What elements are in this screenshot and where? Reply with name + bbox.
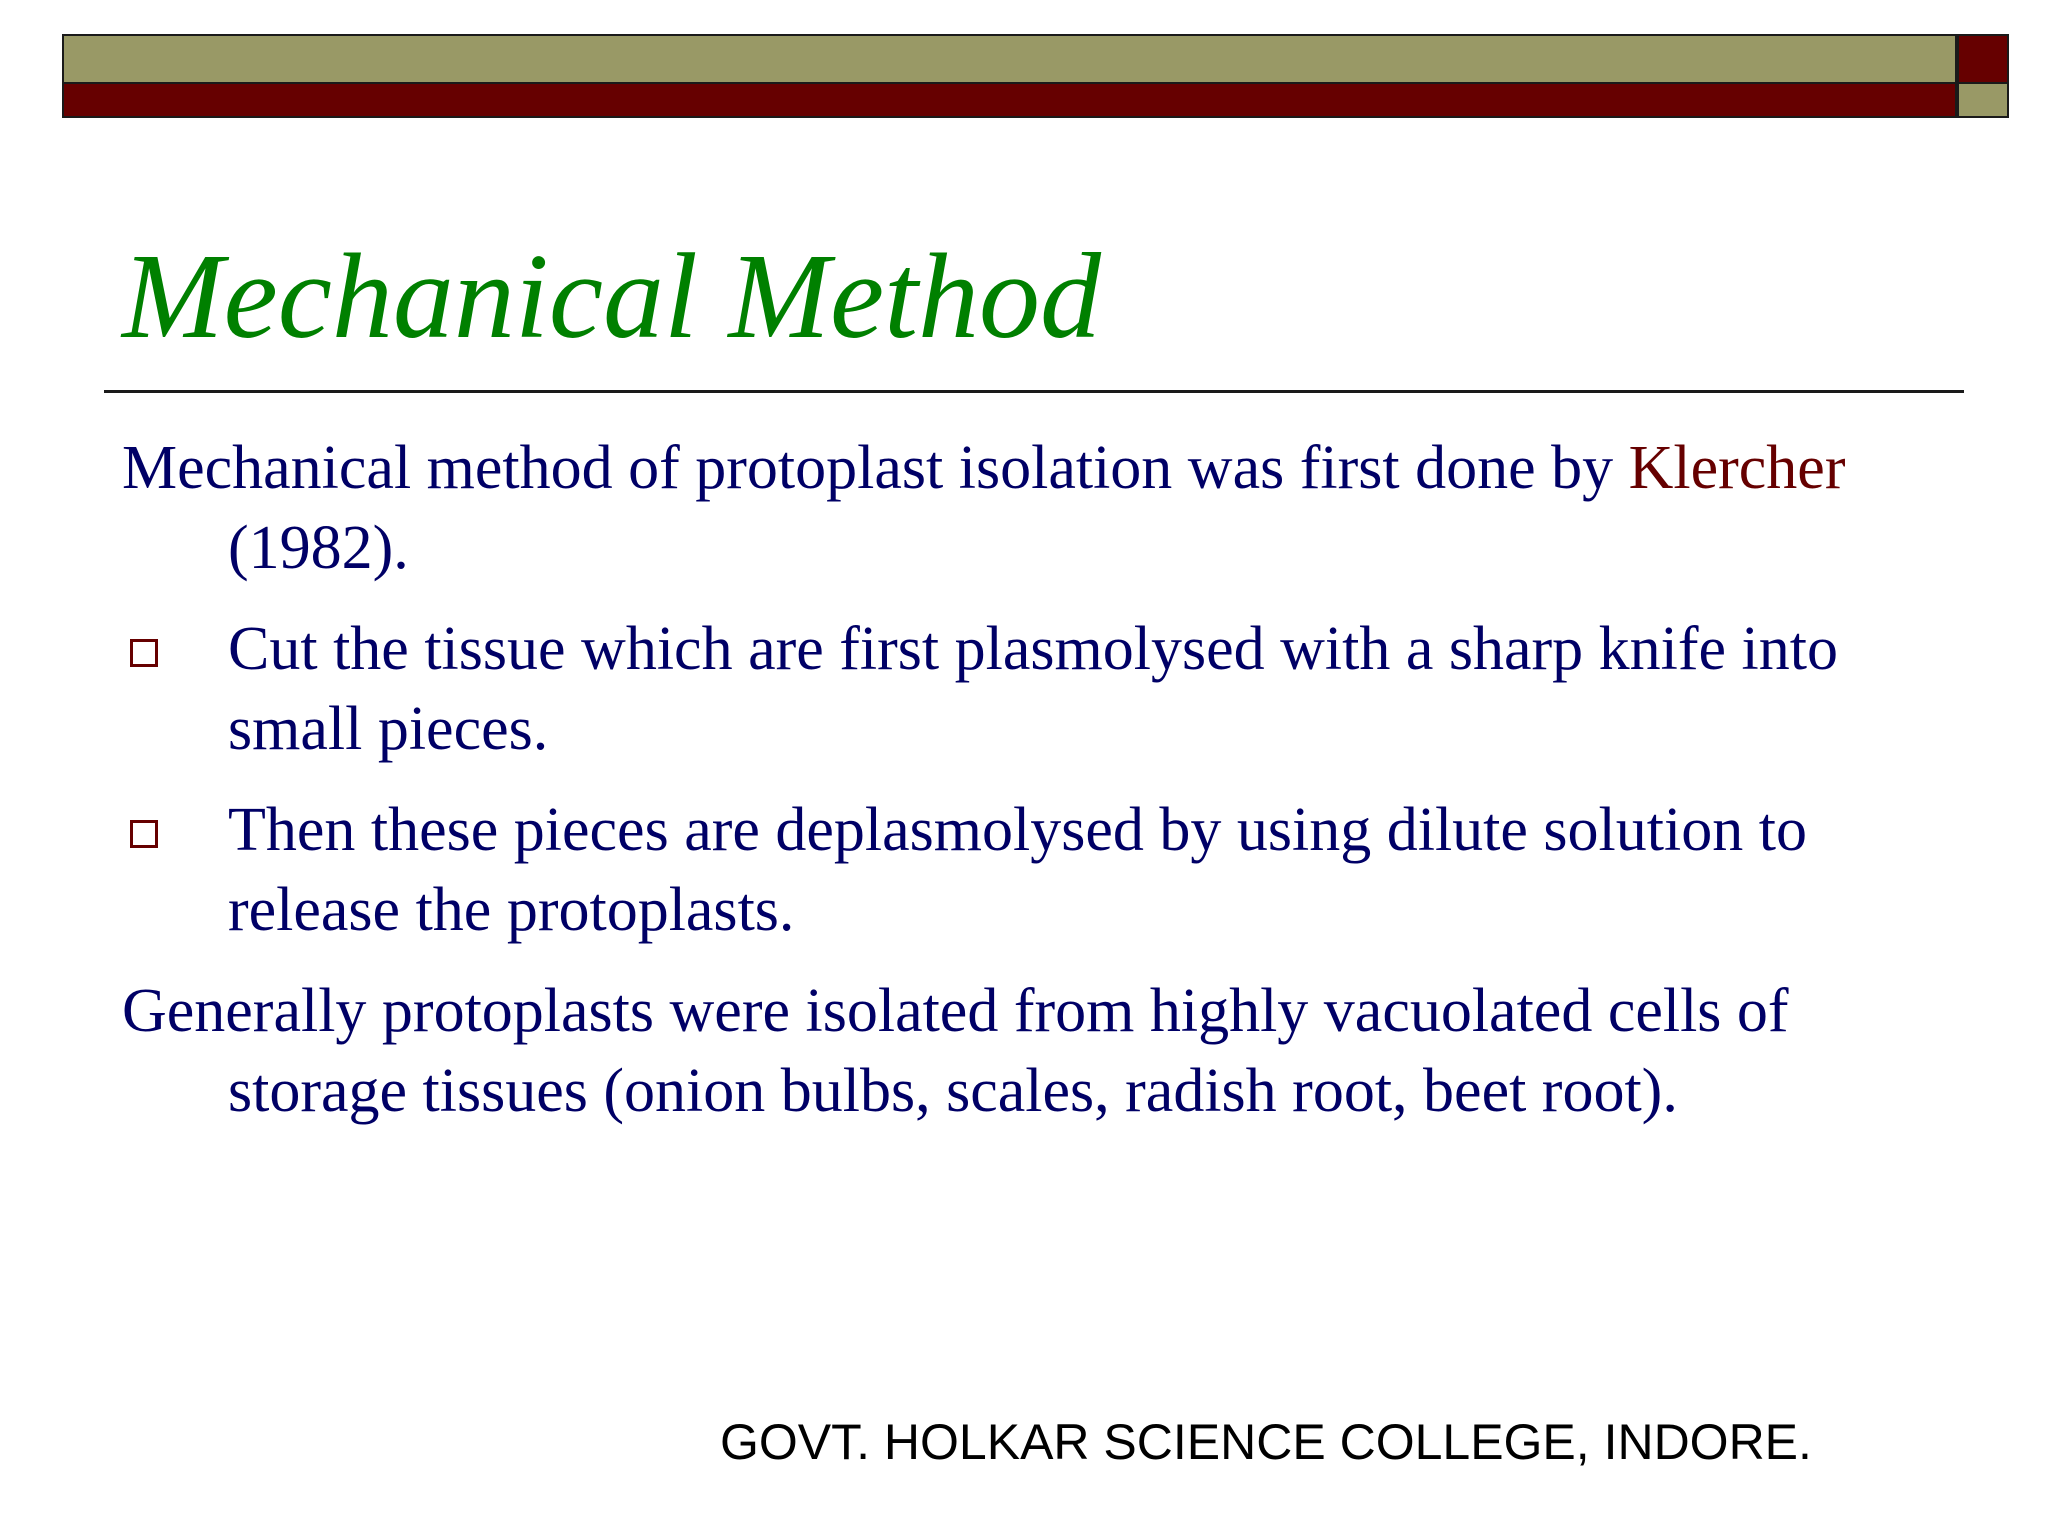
closing-paragraph: Generally protoplasts were isolated from highly vacuolated cells of storage tissues (onion bulbs, scales, radish root, beet root). <box>122 977 1789 1125</box>
intro-author-name: Klercher <box>1628 434 1846 502</box>
header-bar-red <box>62 84 1957 118</box>
bullet-item <box>122 790 1982 950</box>
hollow-square-bullet-icon <box>130 820 158 848</box>
bullet-text: Cut the tissue which are first plasmolysed with a sharp knife into small pieces. <box>228 615 1838 763</box>
header-corner-olive-square <box>1957 84 2009 118</box>
header-corner-red-square <box>1957 34 2009 84</box>
footer-institution: GOVT. HOLKAR SCIENCE COLLEGE, INDORE. <box>720 1414 1812 1470</box>
hollow-square-bullet-icon <box>130 639 158 667</box>
header-bar-olive <box>62 34 1957 84</box>
bullet-item <box>122 609 1982 769</box>
intro-tail: (1982). <box>228 514 409 582</box>
slide-body <box>122 428 1982 1152</box>
intro-paragraph <box>122 428 1982 588</box>
intro-lead: Mechanical method of protoplast isolation was first done by <box>122 434 1629 502</box>
title-divider <box>104 390 1964 393</box>
bullet-text: Then these pieces are deplasmolysed by using dilute solution to release the protoplasts. <box>228 796 1807 944</box>
slide-title: Mechanical Method <box>122 229 1102 364</box>
